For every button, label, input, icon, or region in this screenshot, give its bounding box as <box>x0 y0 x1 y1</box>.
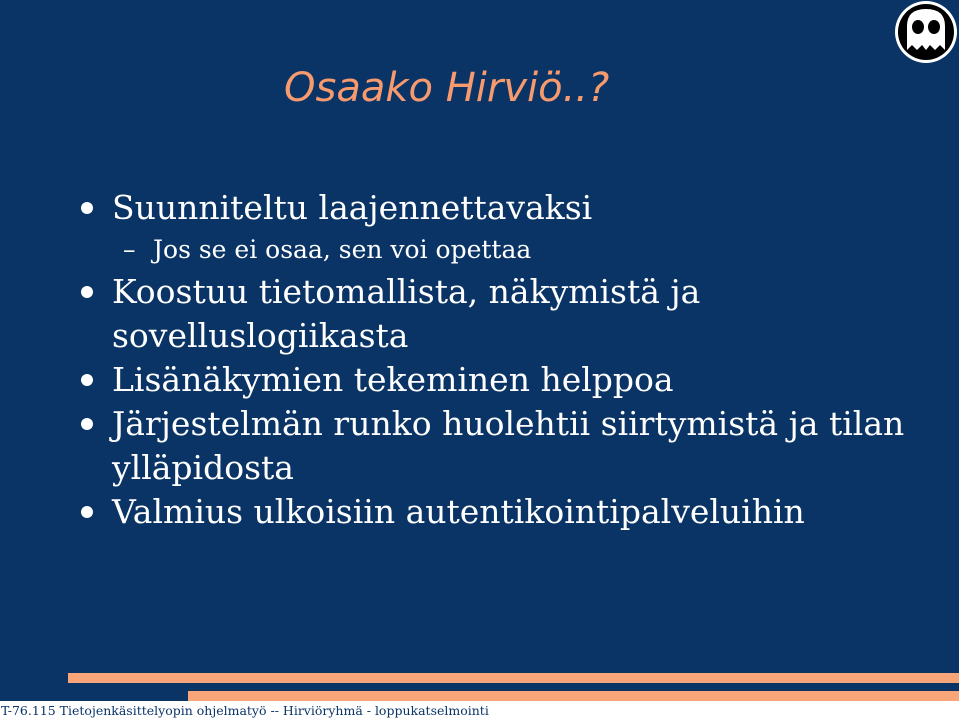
slide-title: Osaako Hirviö..? <box>284 65 610 111</box>
bullet-item: Lisänäkymien tekeminen helppoa <box>112 358 912 402</box>
footer-accent-bar-bottom <box>188 691 959 701</box>
bullet-item: Suunniteltu laajennettavaksi <box>112 186 912 230</box>
bullet-item: Koostuu tietomallista, näkymistä ja sovelluslogiikasta <box>112 270 912 358</box>
footer-accent-bar-top <box>68 673 959 683</box>
slide-footer: T-76.115 Tietojenkäsittelyopin ohjelmatyö -- Hirviöryhmä - loppukatselmointi <box>0 701 959 719</box>
bullet-item: Valmius ulkoisiin autentikointipalveluihin <box>112 490 912 534</box>
sub-bullet-item: – Jos se ei osaa, sen voi opettaa <box>153 233 531 267</box>
bullet-item: Järjestelmän runko huolehtii siirtymistä ja tilan ylläpidosta <box>112 402 912 490</box>
